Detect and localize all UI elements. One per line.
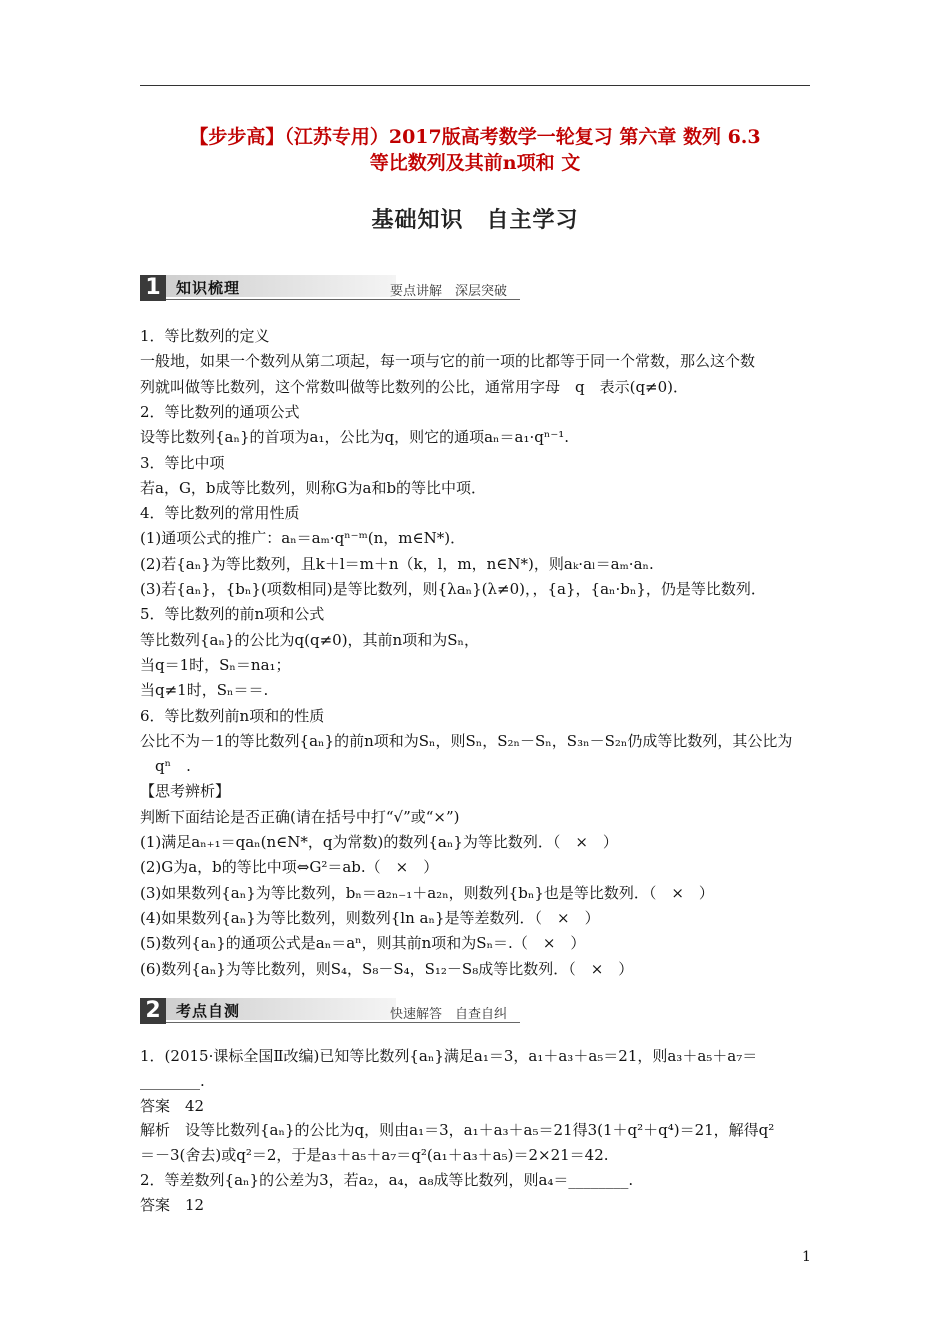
text-line: 2．等比数列的通项公式	[140, 402, 300, 421]
text-line: 公比不为－1的等比数列{aₙ}的前n项和为Sₙ，则Sₙ，S₂ₙ－Sₙ，S₃ₙ－S₂ₙ仍成等比数列，其公比为	[140, 731, 793, 750]
section-tagline: 要点讲解 深层突破	[390, 284, 508, 299]
text-line: 3．等比中项	[140, 453, 225, 472]
text-line: (1)满足aₙ₊₁＝qaₙ(n∈N*，q为常数)的数列{aₙ}为等比数列．（ × ）	[140, 833, 618, 851]
section-heading: 基础知识 自主学习	[371, 208, 579, 233]
text-line: (2)G为a，b的等比中项⇔G²＝ab.（ × ）	[140, 858, 439, 877]
section-banner-2	[140, 998, 520, 1024]
text-line: 列就叫做等比数列，这个常数叫做等比数列的公比，通常用字母 q 表示(q≠0)．	[140, 377, 689, 396]
section-underline	[166, 299, 520, 300]
text-line: ________.	[140, 1071, 205, 1090]
section-underline	[166, 1022, 520, 1023]
section-number: 2	[140, 998, 166, 1024]
text-line: 1．(2015·课标全国Ⅱ改编)已知等比数列{aₙ}满足a₁＝3，a₁＋a₃＋a₅＝21，则a₃＋a₅＋a₇＝	[140, 1047, 758, 1065]
doc-title-line2: 等比数列及其前n项和 文	[369, 152, 581, 174]
text-line: 4．等比数列的常用性质	[140, 504, 300, 523]
text-line: (4)如果数列{aₙ}为等比数列，则数列{ln aₙ}是等差数列．（ × ）	[140, 908, 600, 927]
text-line: 设等比数列{aₙ}的首项为a₁，公比为q，则它的通项aₙ＝a₁·qⁿ⁻¹.	[140, 428, 570, 447]
text-line: 【思考辨析】	[140, 782, 231, 801]
section-banner-1	[140, 275, 520, 301]
section-tagline: 快速解答 自查自纠	[390, 1007, 508, 1022]
doc-title-line1: 【步步高】（江苏专用）2017版高考数学一轮复习 第六章 数列 6.3	[189, 126, 761, 148]
section-name: 考点自测	[176, 1002, 241, 1020]
page-number: 1	[802, 1249, 811, 1265]
text-line: 2．等差数列{aₙ}的公差为3，若a₂，a₄，a₈成等比数列，则a₄＝________.	[140, 1171, 634, 1189]
text-line: 等比数列{aₙ}的公比为q(q≠0)，其前n项和为Sₙ，	[140, 630, 479, 649]
text-line: qⁿ .	[140, 757, 191, 776]
text-line: (2)若{aₙ}为等比数列，且k＋l＝m＋n（k，l，m，n∈N*)，则aₖ·aₗ＝aₘ·aₙ.	[140, 554, 654, 573]
text-line: (6)数列{aₙ}为等比数列，则S₄，S₈－S₄，S₁₂－S₈成等比数列．（ × ）	[140, 959, 634, 978]
text-line: (1)通项公式的推广：aₙ＝aₘ·qⁿ⁻ᵐ(n，m∈N*)．	[140, 529, 466, 548]
text-line: 5．等比数列的前n项和公式	[140, 605, 325, 624]
text-line: 判断下面结论是否正确(请在括号中打“√”或“×”)	[140, 807, 460, 826]
header-rule	[140, 85, 810, 86]
text-line: 当q＝1时，Sₙ＝na₁；	[140, 655, 291, 674]
text-line: 答案 42	[140, 1096, 205, 1115]
text-line: 答案 12	[140, 1195, 205, 1214]
text-line: (5)数列{aₙ}的通项公式是aₙ＝aⁿ，则其前n项和为Sₙ＝.（ × ）	[140, 934, 586, 953]
text-line: 当q≠1时，Sₙ＝＝.	[140, 681, 269, 700]
section-number: 1	[140, 275, 166, 301]
text-line: 1．等比数列的定义	[140, 327, 270, 345]
text-line: (3)若{aₙ}，{bₙ}(项数相同)是等比数列，则{λaₙ}(λ≠0)，，{a}，{aₙ·bₙ}，仍是等比数列．	[140, 580, 766, 598]
text-line: 一般地，如果一个数列从第二项起，每一项与它的前一项的比都等于同一个常数，那么这个数	[140, 352, 756, 371]
section-name: 知识梳理	[176, 279, 241, 297]
text-line: 解析 设等比数列{aₙ}的公比为q，则由a₁＝3，a₁＋a₃＋a₅＝21得3(1＋q²＋q⁴)＝21，解得q²	[140, 1121, 775, 1140]
text-line: ＝－3(舍去)或q²＝2，于是a₃＋a₅＋a₇＝q²(a₁＋a₃＋a₅)＝2×21＝42.	[140, 1146, 609, 1165]
text-line: 若a，G，b成等比数列，则称G为a和b的等比中项．	[140, 478, 487, 497]
text-line: (3)如果数列{aₙ}为等比数列，bₙ＝a₂ₙ₋₁＋a₂ₙ，则数列{bₙ}也是等比数列．（ × ）	[140, 883, 714, 902]
text-line: 6．等比数列前n项和的性质	[140, 706, 325, 725]
